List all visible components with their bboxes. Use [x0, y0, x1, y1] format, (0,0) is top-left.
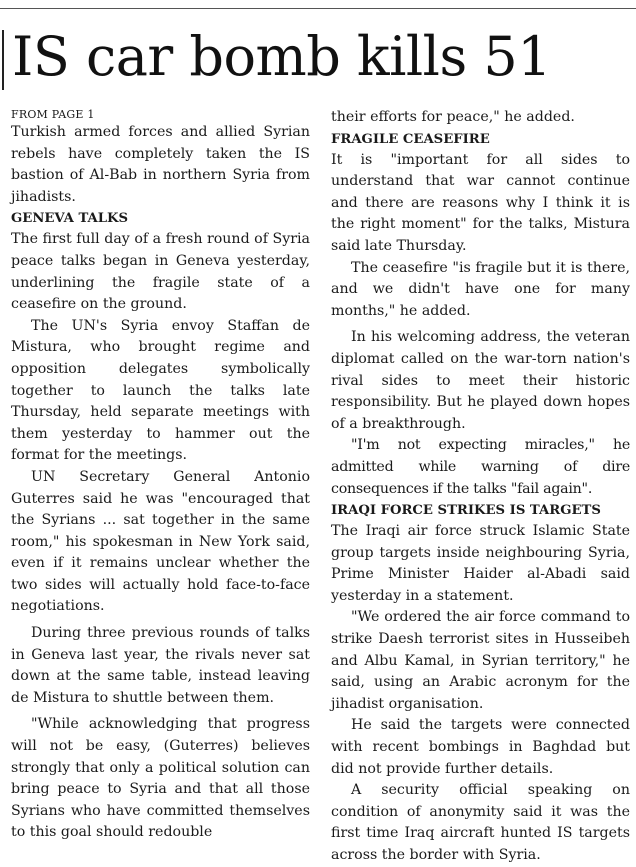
intro-paragraph: Turkish armed forces and allied Syrian rebels have completely taken the IS bastion of Al-Bab in northern Syria from jihadists. [11, 124, 310, 205]
article-paragraph: During three previous rounds of talks in Geneva last year, the rivals never sat down at the same table, instead leaving de Mistura to shuttle between them. [11, 625, 310, 706]
subhead-fragile-ceasefire: FRAGILE CEASEFIRE [331, 131, 490, 147]
article-paragraph: The ceasefire "is fragile but it is there, and we didn't have one for many months," he added. [331, 259, 630, 319]
headline-rule [2, 30, 4, 90]
headline: IS car bomb kills 51 [12, 25, 552, 88]
continuation-paragraph: their efforts for peace," he added. [331, 109, 575, 125]
article-paragraph: He said the targets were connected with recent bombings in Baghdad but did not provide further details. [331, 717, 630, 777]
article-paragraph: It is "important for all sides to understand that war cannot continue and there are reasons why I think it is the right moment" for the talks, Mistura said late Thursday. [331, 151, 630, 254]
article-paragraph: "While acknowledging that progress will not be easy, (Guterres) believes strongly that only a political solution can bring peace to Syria and that all those Syrians who have committed themselves to this goal should redouble [11, 716, 310, 841]
top-rule [0, 8, 636, 9]
article-paragraph: A security official speaking on condition of anonymity said it was the first time Iraq aircraft hunted IS targets across the border with Syria. [331, 782, 630, 863]
article-paragraph: "We ordered the air force command to strike Daesh terrorist sites in Husseibeh and Albu Kamal, in Syrian territory," he said, using an Arabic acronym for the jihadist organisation. [331, 609, 630, 712]
article-paragraph: UN Secretary General Antonio Guterres said he was "encouraged that the Syrians ... sat together in the same room," his spokesman in New York said, even if it remains unclear whether the two sides will actually hold face-to-face negotiations. [11, 468, 310, 615]
subhead-geneva-talks: GENEVA TALKS [11, 211, 129, 227]
article-paragraph: The UN's Syria envoy Staffan de Mistura, who brought regime and opposition delegates symbolically together to launch the talks late Thursday, held separate meetings with them yesterday to hammer out the format for the meetings. [11, 317, 310, 464]
article-column-right [331, 107, 630, 867]
article-column-left [11, 108, 310, 844]
article-paragraph: The first full day of a fresh round of Syria peace talks began in Geneva yesterday, underlining the fragile state of a ceasefire on the ground. [11, 231, 310, 313]
article-paragraph: "I'm not expecting miracles," he admitted while warning of dire consequences if the talks "fail again". [331, 437, 630, 497]
article-paragraph: The Iraqi air force struck Islamic State group targets inside neighbouring Syria, Prime Minister Haider al-Abadi said yesterday in a statement. [331, 523, 630, 604]
article-paragraph: In his welcoming address, the veteran diplomat called on the war-torn nation's rival sides to meet their historic responsibility. But he played down hopes of a breakthrough. [331, 329, 630, 432]
from-page-kicker: FROM PAGE 1 [11, 108, 95, 121]
subhead-iraqi-force-strikes: IRAQI FORCE STRIKES IS TARGETS [331, 503, 601, 519]
